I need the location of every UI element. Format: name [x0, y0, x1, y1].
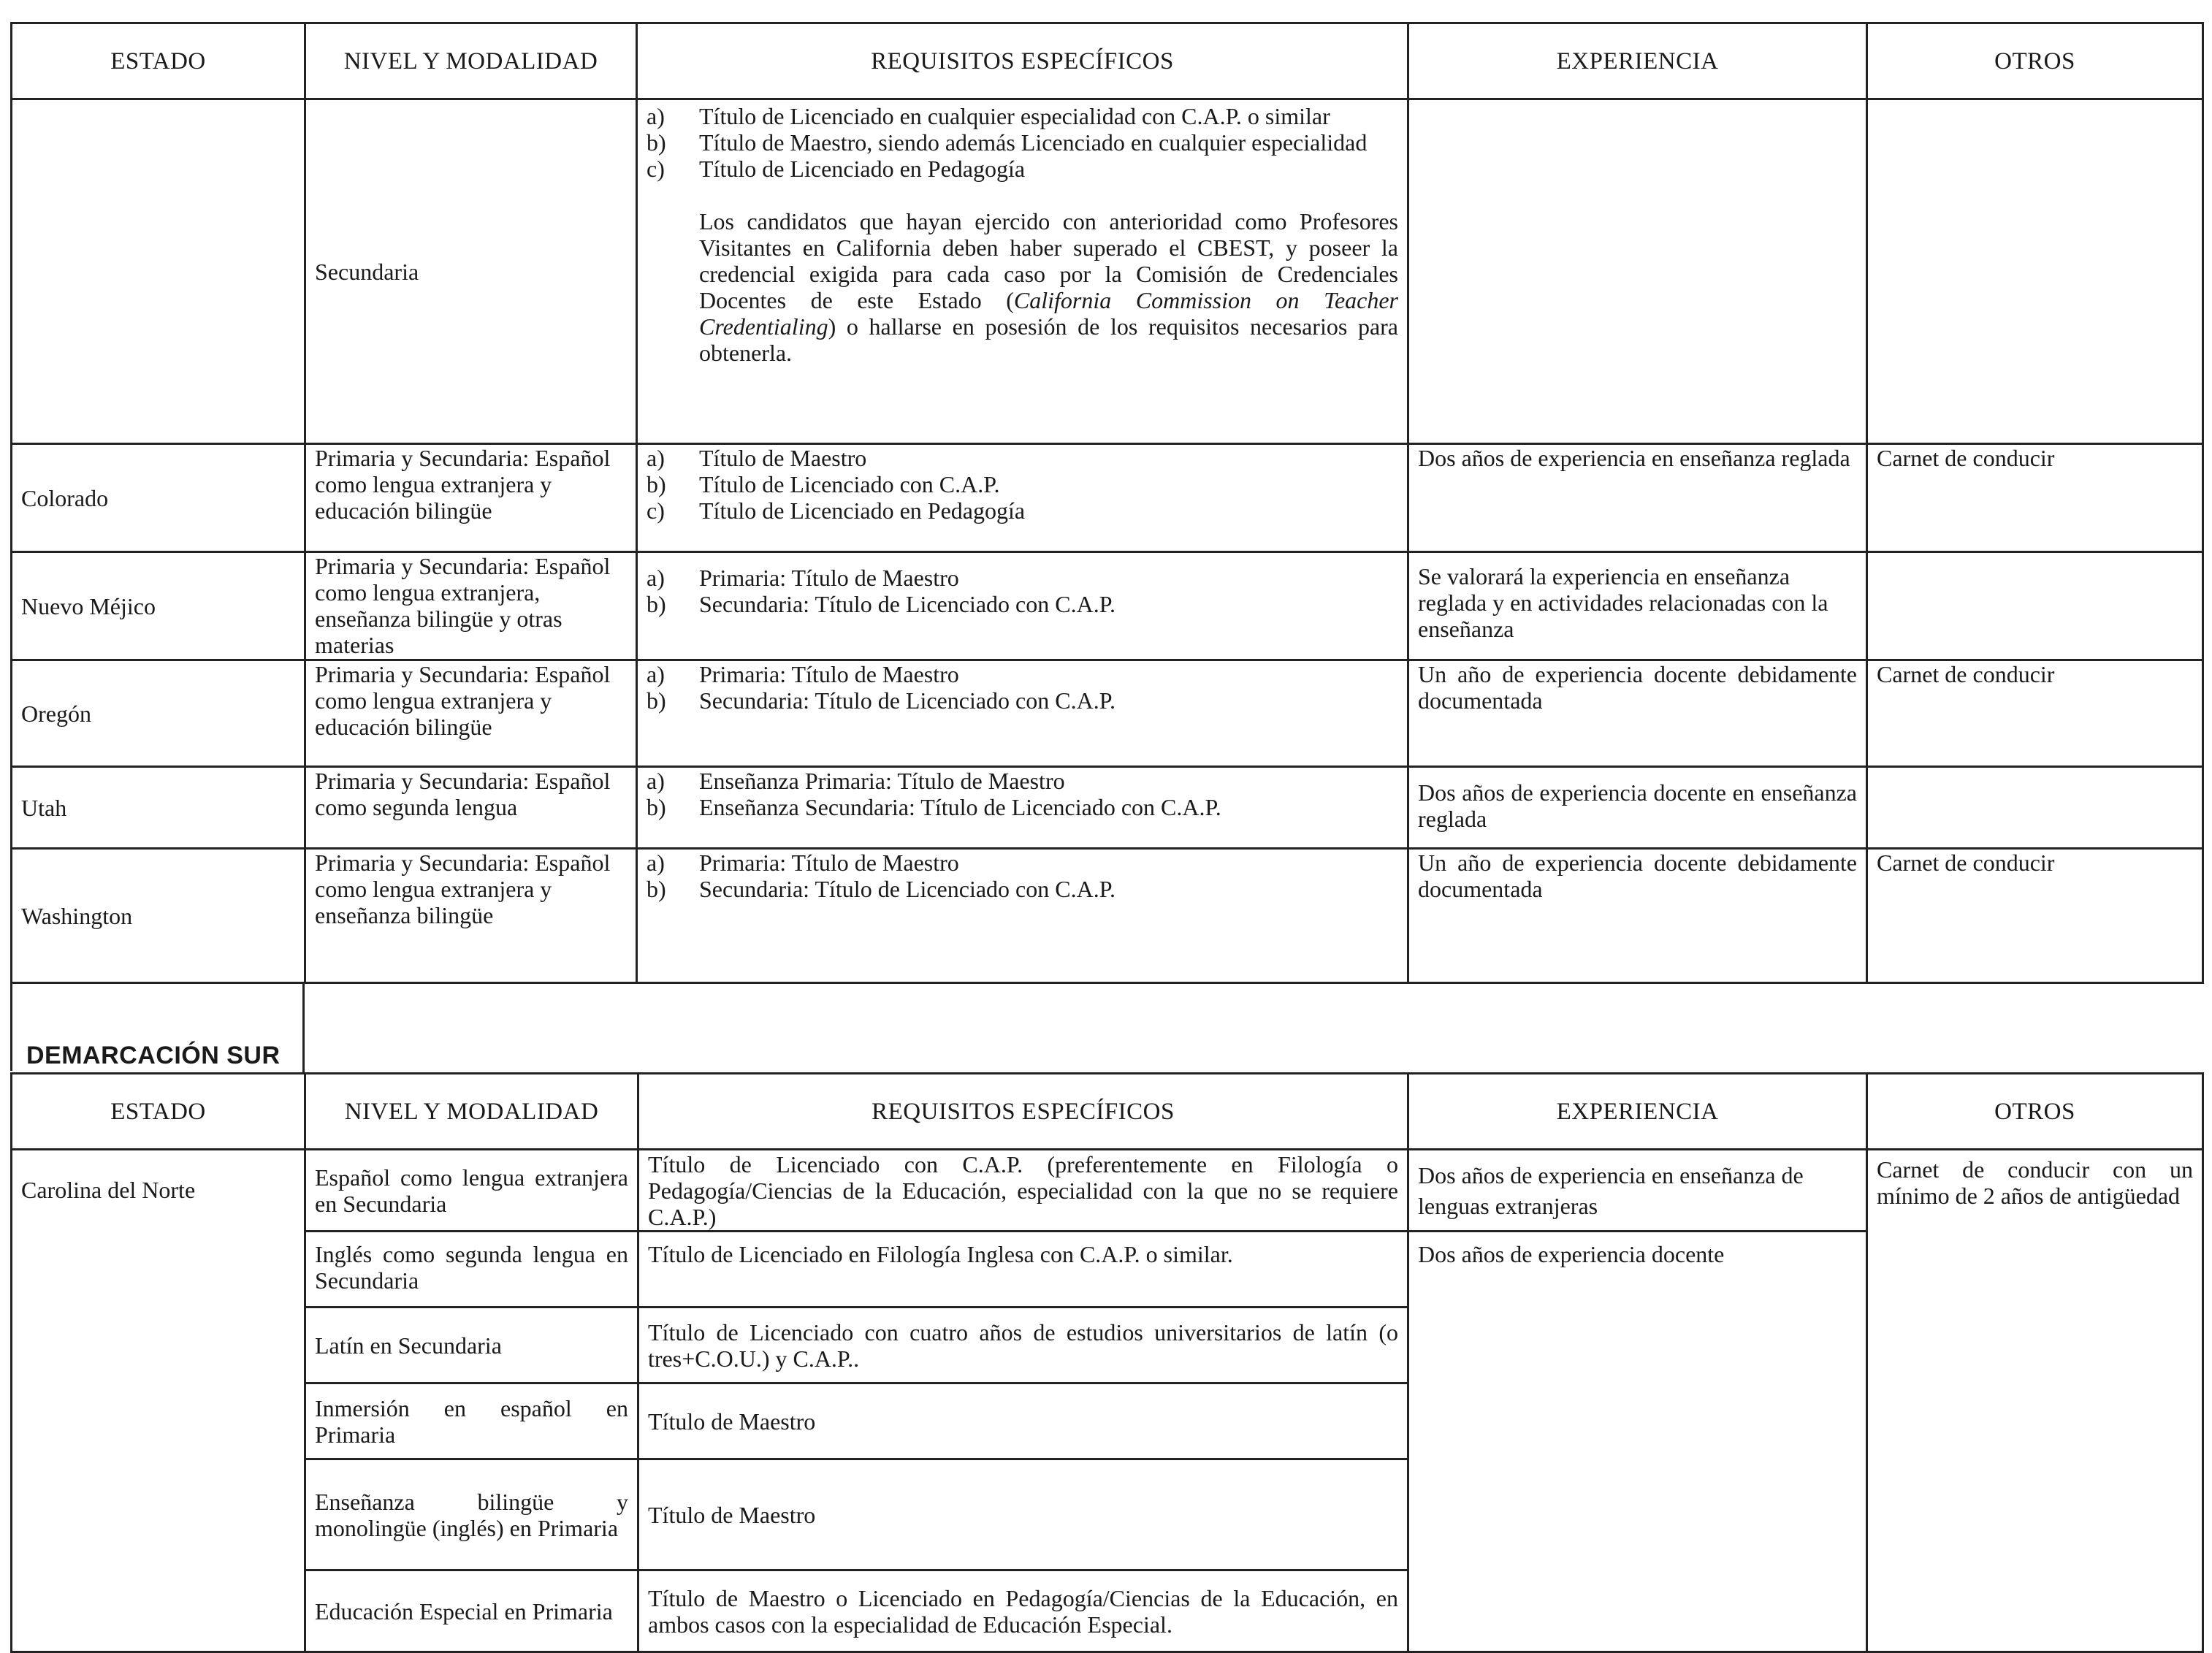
cell-requisitos [637, 767, 1408, 849]
cell-requisitos: Título de Licenciado con C.A.P. (preferentemente en Filología o Pedagogía/Ciencias de la Educación, especialidad con la que no se requiere C.A.P.) [638, 1150, 1408, 1232]
list-marker: a) [647, 445, 665, 471]
header-requisitos: REQUISITOS ESPECÍFICOS [638, 1074, 1408, 1150]
header-nivel: NIVEL Y MODALIDAD [305, 1074, 638, 1150]
requirement-item: Enseñanza Secundaria: Título de Licenciado con C.A.P. [699, 794, 1221, 820]
section-title: DEMARCACIÓN SUR [26, 1042, 281, 1069]
list-marker: b) [647, 687, 666, 714]
requirement-item: Título de Licenciado con C.A.P. [699, 471, 1000, 497]
list-marker: b) [647, 876, 666, 902]
requirement-item: Título de Licenciado en Pedagogía [699, 497, 1026, 524]
header-otros: OTROS [1867, 1074, 2203, 1150]
cell-otros [1867, 552, 2203, 660]
cell-nivel: Primaria y Secundaria: Español como lengua extranjera y educación bilingüe [305, 444, 637, 552]
california-note: Los candidatos que hayan ejercido con anterioridad como Profesores Visitantes en California deben haber superado el CBEST, y poseer la credencial exigida para cada caso por la Comisión de Credenciales Docentes de este Estado (California Commission on Teacher Credentialing) o hallarse en posesión de los requisitos necesarios para obtenerla. [699, 208, 1399, 366]
list-marker: a) [647, 661, 665, 687]
list-marker: a) [647, 850, 665, 876]
table-row [12, 99, 2203, 444]
requirement-item: Título de Licenciado en cualquier especialidad con C.A.P. o similar [699, 103, 1330, 129]
cell-nivel: Secundaria [305, 99, 637, 444]
list-marker: a) [647, 103, 665, 129]
header-experiencia: EXPERIENCIA [1408, 23, 1867, 99]
cell-estado: Oregón [12, 660, 305, 767]
requirements-table-north [10, 22, 2204, 984]
cell-estado [12, 99, 305, 444]
cell-experiencia: Un año de experiencia docente debidamente documentada [1408, 849, 1867, 983]
requirement-item: Primaria: Título de Maestro [699, 565, 959, 591]
table-row [12, 767, 2203, 849]
cell-experiencia: Se valorará la experiencia en enseñanza reglada y en actividades relacionadas con la enseñanza [1408, 552, 1867, 660]
cell-nivel: Español como lengua extranjera en Secundaria [305, 1150, 638, 1232]
cell-experiencia: Dos años de experiencia docente [1408, 1232, 1867, 1652]
cell-nivel: Educación Especial en Primaria [305, 1570, 638, 1652]
cell-otros: Carnet de conducir [1867, 660, 2203, 767]
list-marker: b) [647, 591, 666, 617]
cell-nivel: Primaria y Secundaria: Español como segunda lengua [305, 767, 637, 849]
cell-nivel: Latín en Secundaria [305, 1307, 638, 1383]
cell-otros: Carnet de conducir con un mínimo de 2 años de antigüedad [1867, 1150, 2203, 1652]
cell-nivel: Primaria y Secundaria: Español como lengua extranjera, enseñanza bilingüe y otras materias [305, 552, 637, 660]
list-marker: c) [647, 156, 665, 182]
cell-requisitos [637, 660, 1408, 767]
list-marker: a) [647, 565, 665, 591]
cell-requisitos: Título de Licenciado en Filología Inglesa con C.A.P. o similar. [638, 1232, 1408, 1307]
requirement-item: Enseñanza Primaria: Título de Maestro [699, 768, 1065, 794]
table-row [12, 849, 2203, 983]
section-spacer-divider [302, 982, 305, 1072]
cell-estado: Washington [12, 849, 305, 983]
cell-estado: Nuevo Méjico [12, 552, 305, 660]
cell-requisitos: Título de Maestro o Licenciado en Pedagogía/Ciencias de la Educación, en ambos casos con la especialidad de Educación Especial. [638, 1570, 1408, 1652]
requirement-item: Secundaria: Título de Licenciado con C.A.P. [699, 591, 1115, 617]
cell-nivel: Enseñanza bilingüe y monolingüe (inglés) en Primaria [305, 1459, 638, 1570]
cell-experiencia: Dos años de experiencia en enseñanza de lenguas extranjeras [1408, 1150, 1867, 1232]
requirements-table-south [10, 1072, 2204, 1653]
header-nivel: NIVEL Y MODALIDAD [305, 23, 637, 99]
cell-otros: Carnet de conducir [1867, 849, 2203, 983]
header-otros: OTROS [1867, 23, 2203, 99]
cell-experiencia: Dos años de experiencia en enseñanza reglada [1408, 444, 1867, 552]
requirement-item: Título de Maestro [699, 445, 867, 471]
cell-experiencia: Dos años de experiencia docente en enseñanza reglada [1408, 767, 1867, 849]
requirement-item: Título de Maestro, siendo además Licenciado en cualquier especialidad [699, 129, 1368, 156]
cell-requisitos [637, 99, 1408, 444]
cell-experiencia: Un año de experiencia docente debidamente documentada [1408, 660, 1867, 767]
requirement-item: Secundaria: Título de Licenciado con C.A.P. [699, 876, 1115, 902]
header-requisitos: REQUISITOS ESPECÍFICOS [637, 23, 1408, 99]
cell-requisitos [637, 552, 1408, 660]
requirement-item: Secundaria: Título de Licenciado con C.A.P. [699, 687, 1115, 714]
list-marker: a) [647, 768, 665, 794]
table-header-row [12, 1074, 2203, 1150]
cell-nivel: Primaria y Secundaria: Español como lengua extranjera y educación bilingüe [305, 660, 637, 767]
header-experiencia: EXPERIENCIA [1408, 1074, 1867, 1150]
table-row [12, 1150, 2203, 1232]
header-estado: ESTADO [12, 23, 305, 99]
requirement-item: Primaria: Título de Maestro [699, 661, 959, 687]
cell-requisitos [637, 849, 1408, 983]
list-marker: b) [647, 129, 666, 156]
cell-nivel: Primaria y Secundaria: Español como lengua extranjera y enseñanza bilingüe [305, 849, 637, 983]
list-marker: b) [647, 794, 666, 820]
cell-otros [1867, 99, 2203, 444]
requirement-item: Primaria: Título de Maestro [699, 850, 959, 876]
table-row [12, 660, 2203, 767]
cell-estado: Colorado [12, 444, 305, 552]
list-marker: c) [647, 497, 665, 524]
cell-requisitos: Título de Maestro [638, 1383, 1408, 1459]
table-header-row [12, 23, 2203, 99]
cell-estado: Carolina del Norte [12, 1150, 305, 1652]
header-estado: ESTADO [12, 1074, 305, 1150]
cell-estado: Utah [12, 767, 305, 849]
cell-otros [1867, 767, 2203, 849]
cell-nivel: Inmersión en español en Primaria [305, 1383, 638, 1459]
cell-nivel: Inglés como segunda lengua en Secundaria [305, 1232, 638, 1307]
cell-requisitos: Título de Licenciado con cuatro años de estudios universitarios de latín (o tres+C.O.U.) y C.A.P.. [638, 1307, 1408, 1383]
list-marker: b) [647, 471, 666, 497]
cell-otros: Carnet de conducir [1867, 444, 2203, 552]
cell-requisitos [637, 444, 1408, 552]
cell-experiencia [1408, 99, 1867, 444]
cell-requisitos: Título de Maestro [638, 1459, 1408, 1570]
table-row [12, 552, 2203, 660]
table-row [12, 444, 2203, 552]
requirement-item: Título de Licenciado en Pedagogía [699, 156, 1026, 182]
